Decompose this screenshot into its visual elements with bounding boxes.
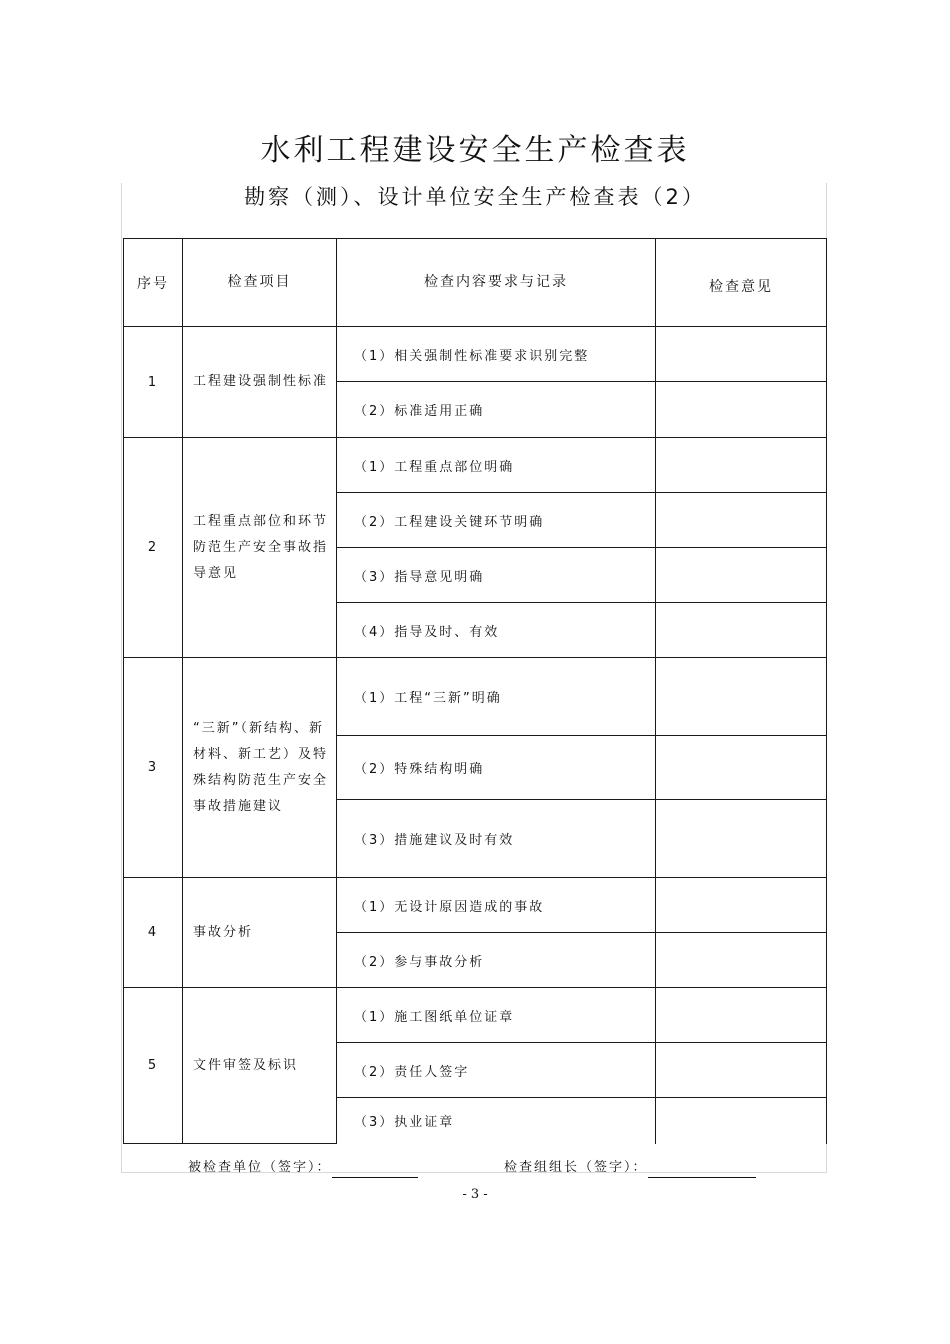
table-row [124, 658, 827, 736]
opinion-cell[interactable] [656, 438, 827, 493]
header-opinion: 检查意见 [656, 239, 827, 327]
page-number: - 3 - [462, 1187, 488, 1202]
opinion-cell[interactable] [656, 493, 827, 548]
row-number: 5 [124, 988, 183, 1144]
opinion-cell[interactable] [656, 933, 827, 988]
requirement-cell: （4）指导及时、有效 [337, 603, 656, 658]
requirement-cell: （3）措施建议及时有效 [337, 800, 656, 878]
opinion-cell[interactable] [656, 800, 827, 878]
requirement-cell: （2）责任人签字 [337, 1043, 656, 1098]
requirement-cell: （1）工程“三新”明确 [337, 658, 656, 736]
inspected-unit-label: 被检查单位（签字）： [188, 1160, 332, 1175]
row-number: 3 [124, 658, 183, 878]
check-item: “三新”（新结构、新材料、新工艺）及特殊结构防范生产安全事故措施建议 [183, 658, 337, 878]
header-item: 检查项目 [183, 239, 337, 327]
requirement-cell: （1）无设计原因造成的事故 [337, 878, 656, 933]
requirement-cell: （2）特殊结构明确 [337, 736, 656, 800]
opinion-cell[interactable] [656, 548, 827, 603]
requirement-cell: （1）工程重点部位明确 [337, 438, 656, 493]
header-num: 序号 [124, 239, 183, 327]
opinion-cell[interactable] [656, 736, 827, 800]
opinion-cell[interactable] [656, 1098, 827, 1144]
opinion-cell[interactable] [656, 327, 827, 382]
check-item: 事故分析 [183, 878, 337, 988]
row-number: 4 [124, 878, 183, 988]
requirement-cell: （3）指导意见明确 [337, 548, 656, 603]
row-number: 1 [124, 327, 183, 438]
table-row [124, 988, 827, 1043]
opinion-cell[interactable] [656, 603, 827, 658]
requirement-cell: （2）工程建设关键环节明确 [337, 493, 656, 548]
opinion-cell[interactable] [656, 658, 827, 736]
table-row [124, 327, 827, 382]
requirement-cell: （1）相关强制性标准要求识别完整 [337, 327, 656, 382]
requirement-cell: （2）参与事故分析 [337, 933, 656, 988]
team-leader-label: 检查组组长（签字）： [504, 1160, 648, 1175]
inspected-unit-signature-line[interactable] [332, 1163, 418, 1178]
document-subtitle: 勘察（测）、设计单位安全生产检查表（2） [244, 185, 706, 209]
opinion-cell[interactable] [656, 382, 827, 438]
inspected-unit-signature [188, 1158, 418, 1178]
inspection-table [123, 238, 827, 1144]
check-item: 文件审签及标识 [183, 988, 337, 1144]
requirement-cell: （1）施工图纸单位证章 [337, 988, 656, 1043]
opinion-cell[interactable] [656, 878, 827, 933]
requirement-cell: （3）执业证章 [337, 1098, 656, 1144]
check-item: 工程建设强制性标准 [183, 327, 337, 438]
team-leader-signature-line[interactable] [648, 1163, 756, 1178]
row-number: 2 [124, 438, 183, 658]
opinion-cell[interactable] [656, 1043, 827, 1098]
team-leader-signature [504, 1158, 756, 1178]
table-row [124, 878, 827, 933]
opinion-cell[interactable] [656, 988, 827, 1043]
document-title: 水利工程建设安全生产检查表 [260, 133, 690, 168]
table-header-row [124, 239, 827, 327]
requirement-cell: （2）标准适用正确 [337, 382, 656, 438]
header-requirement: 检查内容要求与记录 [337, 239, 656, 327]
check-item: 工程重点部位和环节防范生产安全事故指导意见 [183, 438, 337, 658]
table-row [124, 438, 827, 493]
